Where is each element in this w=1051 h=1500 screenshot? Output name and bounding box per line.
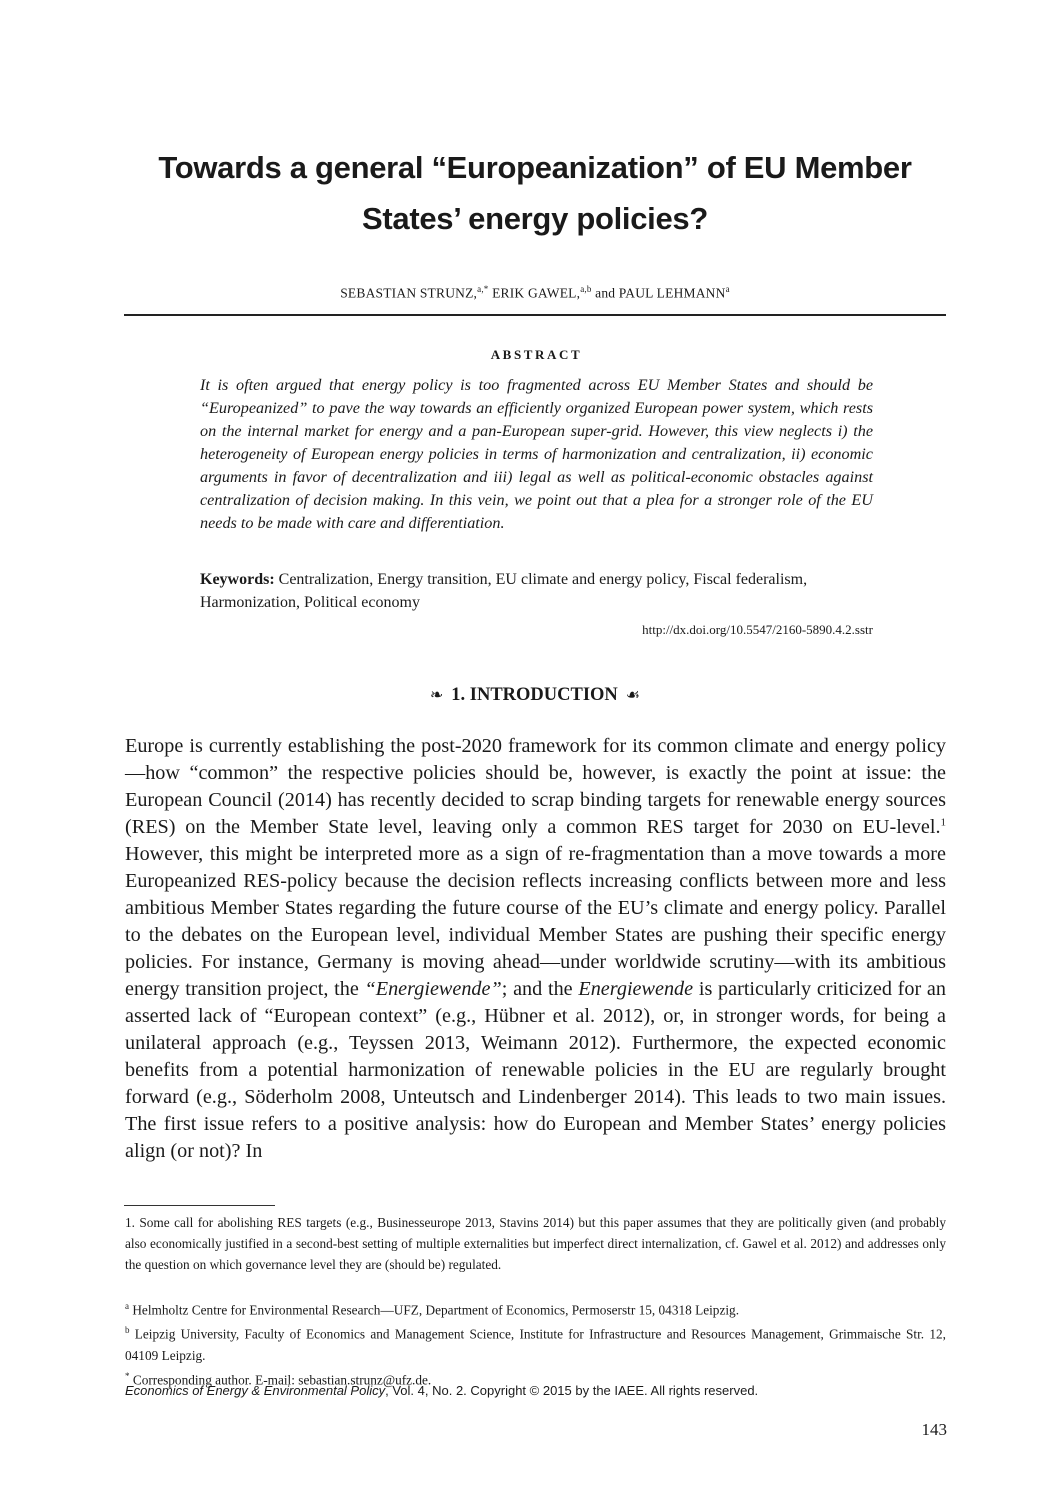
- affiliation-b-marker: b: [125, 1325, 130, 1336]
- header-rule: [124, 314, 946, 316]
- affiliation-a: [125, 1296, 946, 1320]
- author-gawel-affil: a,b: [580, 284, 592, 294]
- footnote-1: 1. Some call for abolishing RES targets (e.g., Businesseurope 2013, Stavins 2014) but this paper assumes that they are politically given (and probably also economically justified in a second-best setting of multiple externalities but imperfect direct internalization, cf. Gawel et al. 2012) and addresses only the question on which governance level they are (should be) regulated.: [125, 1215, 946, 1272]
- abstract-text: It is often argued that energy policy is too fragmented across EU Member States and should be “Europeanized” to pave the way towards an efficiently organized European power system, which rests on the internal market for energy and a pan-European super-grid. However, this view neglects i) the heterogeneity of European energy policies in terms of harmonization and centralization, ii) economic arguments in favor of decentralization and iii) legal as well as political-economic obstacles against centralization of decision making. In this vein, we point out that a plea for a stronger role of the EU needs to be made with care and differentiation.: [200, 376, 873, 532]
- paper-title: Towards a general “Europeanization” of EU Member States’ energy policies?: [158, 150, 912, 236]
- page-number: 143: [921, 1420, 947, 1439]
- journal-citation: [125, 1383, 758, 1398]
- intro-text-3: ; and the: [501, 978, 579, 1000]
- footnote-rule: [124, 1205, 275, 1206]
- author-strunz-affil: a,*: [477, 284, 489, 294]
- author-lehmann: PAUL LEHMANN: [618, 285, 726, 301]
- affiliation-a-marker: a: [125, 1301, 129, 1311]
- author-line: [125, 284, 945, 302]
- keywords-label: Keywords:: [200, 571, 275, 588]
- abstract-heading: ABSTRACT: [490, 347, 583, 362]
- author-gawel: ERIK GAWEL,: [488, 285, 581, 301]
- fleuron-left-icon: ❧: [429, 687, 444, 704]
- journal-details: , Vol. 4, No. 2. Copyright © 2015 by the IAEE. All rights reserved.: [385, 1383, 759, 1398]
- footnote-marker[interactable]: 1: [940, 816, 946, 829]
- affiliation-b: [125, 1320, 946, 1365]
- journal-name: Economics of Energy & Environmental Policy: [125, 1383, 386, 1398]
- intro-text-1: Europe is currently establishing the post-2020 framework for its common climate and energy policy—how “common” the respective policies should be, however, is exactly the point at issue: the European Council (2014) has recently decided to scrap binding targets for renewable energy sources (RES) on the Member State level, leaving only a common RES target for 2030 on EU-level.: [125, 735, 946, 838]
- section-heading: [125, 685, 945, 706]
- intro-text-2: However, this might be interpreted more as a sign of re-fragmentation than a move towards a more Europeanized RES-policy because the decision reflects increasing conflicts between more and less ambitious Member States regarding the future course of the EU’s climate and energy policy. Parallel to the debates on the European level, individual Member States are pushing their specific energy policies. For instance, Germany is moving ahead—under worldwide scrutiny—with its ambitious energy transition project, the: [125, 843, 946, 1000]
- affiliation-b-text: Leipzig University, Faculty of Economics and Management Science, Institute for Infrastructure and Resources Management, Grimmaische Str. 12, 04109 Leipzig.: [125, 1326, 946, 1363]
- intro-paragraph: [125, 733, 946, 1165]
- author-strunz: SEBASTIAN STRUNZ,: [340, 285, 478, 301]
- keywords-list: Centralization, Energy transition, EU climate and energy policy, Fiscal federalism, Harmonization, Political economy: [200, 571, 808, 611]
- intro-emphasis-1: “Energiewende”: [364, 978, 502, 1000]
- corresponding-text: Corresponding author. E-mail: sebastian.strunz@ufz.de.: [129, 1372, 432, 1388]
- author-and: and: [591, 285, 619, 301]
- corresponding-marker: *: [125, 1370, 130, 1381]
- author-lehmann-affil: a: [725, 284, 730, 294]
- doi-link[interactable]: http://dx.doi.org/10.5547/2160-5890.4.2.sstr: [642, 622, 873, 637]
- intro-emphasis-2: Energiewende: [578, 978, 694, 1000]
- keywords: [200, 568, 873, 614]
- section-title: 1. INTRODUCTION: [451, 685, 618, 705]
- affiliations: [125, 1296, 946, 1390]
- body-text: [125, 733, 946, 1165]
- fleuron-right-icon: ☙: [625, 687, 641, 704]
- affiliation-a-text: Helmholtz Centre for Environmental Research—UFZ, Department of Economics, Permoserstr 15, 04318 Leipzig.: [129, 1302, 740, 1318]
- intro-text-4: is particularly criticized for an asserted lack of “European context” (e.g., Hübner et al. 2012), or, in stronger words, for being a unilateral approach (e.g., Teyssen 2013, Weimann 2012). Furthermore, the expected economic benefits from a potential harmonization of renewable policies in the EU are regularly brought forward (e.g., Söderholm 2008, Unteutsch and Lindenberger 2014). This leads to two main issues. The first issue refers to a positive analysis: how do European and Member States’ energy policies align (or not)? In: [125, 978, 946, 1162]
